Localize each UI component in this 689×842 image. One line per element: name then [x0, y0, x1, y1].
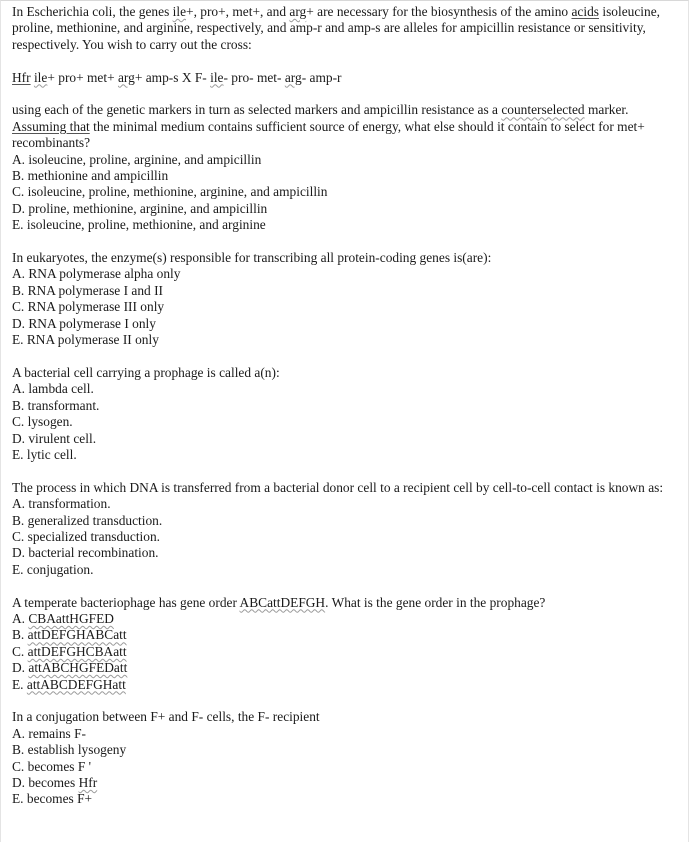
question-1-option-d: D. proline, methionine, arginine, and ampicillin [12, 200, 268, 216]
question-4-stem: The process in which DNA is transferred from a bacterial donor cell to a recipient cell by cell-to-cell contact is known as: [12, 479, 664, 495]
question-6-option-a: A. remains F- [12, 725, 87, 741]
question-1-option-b: B. methionine and ampicillin [12, 168, 169, 184]
question-5-option-c: C. attDEFGHCBAatt [12, 643, 127, 659]
question-6-option-b: B. establish lysogeny [12, 742, 127, 758]
question-6-option-c: C. becomes F ' [12, 758, 92, 774]
question-5-stem: A temperate bacteriophage has gene order ABCattDEFGH. What is the gene order in the prophage? [12, 594, 546, 610]
question-3-option-e: E. lytic cell. [12, 446, 77, 462]
document-body [12, 4, 680, 824]
question-1 [12, 4, 680, 234]
question-2-stem: In eukaryotes, the enzyme(s) responsible for transcribing all protein-coding genes is(are): [12, 250, 492, 266]
question-2-option-c: C. RNA polymerase III only [12, 299, 165, 315]
question-2-option-d: D. RNA polymerase I only [12, 315, 156, 331]
question-1-stem-continued: using each of the genetic markers in turn as selected markers and ampicillin resistance as a counterselected marker. Assuming that the minimal medium contains sufficient source of energy, what else should it contain to select for met+ recombinants? [12, 102, 645, 151]
question-3-option-a: A. lambda cell. [12, 381, 94, 397]
question-4 [12, 480, 680, 578]
question-2-option-b: B. RNA polymerase I and II [12, 282, 163, 298]
question-5-option-e: E. attABCDEFGHatt [12, 676, 126, 692]
question-1-cross: Hfr ile+ pro+ met+ arg+ amp-s X F- ile- pro- met- arg- amp-r [12, 69, 342, 85]
question-3-option-c: C. lysogen. [12, 414, 73, 430]
question-6-option-d: D. becomes Hfr [12, 774, 98, 790]
question-4-option-b: B. generalized transduction. [12, 512, 163, 528]
question-2-option-e: E. RNA polymerase II only [12, 332, 159, 348]
question-1-option-e: E. isoleucine, proline, methionine, and arginine [12, 217, 266, 233]
question-6 [12, 709, 680, 807]
question-4-option-e: E. conjugation. [12, 561, 94, 577]
question-1-option-a: A. isoleucine, proline, arginine, and ampicillin [12, 151, 262, 167]
question-1-stem: In Escherichia coli, the genes ile+, pro+, met+, and arg+ are necessary for the biosynthesis of the amino acids isoleucine, proline, methionine, and arginine, respectively, and amp-r and amp-s are alleles for ampicillin resistance or sensitivity, respectively. You wish to carry out the cross: [12, 4, 660, 52]
question-3-stem: A bacterial cell carrying a prophage is called a(n): [12, 364, 280, 380]
question-5-option-a: A. CBAattHGFED [12, 610, 114, 626]
question-3 [12, 365, 680, 463]
question-3-option-b: B. transformant. [12, 397, 100, 413]
question-5-option-b: B. attDEFGHABCatt [12, 627, 127, 643]
question-5 [12, 595, 680, 693]
question-6-stem: In a conjugation between F+ and F- cells, the F- recipient [12, 709, 320, 725]
question-4-option-c: C. specialized transduction. [12, 528, 160, 544]
question-1-option-c: C. isoleucine, proline, methionine, arginine, and ampicillin [12, 184, 328, 200]
question-4-option-d: D. bacterial recombination. [12, 545, 159, 561]
question-4-option-a: A. transformation. [12, 496, 111, 512]
question-3-option-d: D. virulent cell. [12, 430, 97, 446]
question-2-option-a: A. RNA polymerase alpha only [12, 266, 181, 282]
question-6-option-e: E. becomes F+ [12, 791, 93, 807]
question-2 [12, 250, 680, 348]
question-5-option-d: D. attABCHGFEDatt [12, 660, 128, 676]
